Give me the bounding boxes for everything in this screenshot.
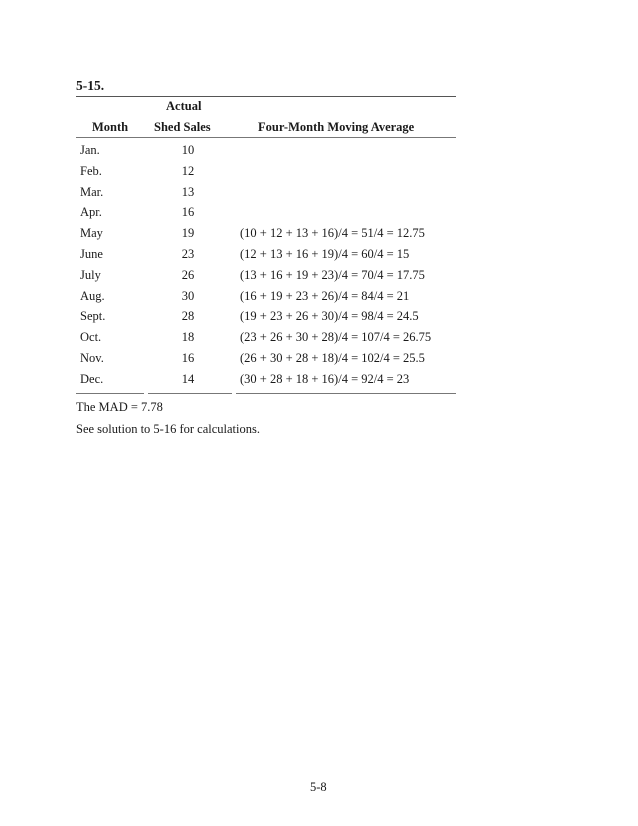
cell-sales: 12 (181, 163, 195, 178)
cell-sales: 19 (181, 226, 195, 241)
cell-average: (30 + 28 + 18 + 16)/4 = 92/4 = 23 (240, 371, 410, 386)
cell-sales: 13 (181, 184, 195, 199)
cell-sales: 23 (181, 246, 195, 261)
header-sales-line1: Actual (166, 99, 202, 113)
table-row (76, 327, 456, 348)
cell-sales: 30 (181, 288, 195, 303)
cell-month: Apr. (80, 205, 102, 220)
mad-note: The MAD = 7.78 (76, 400, 163, 414)
header-sales-line2: Shed Sales (154, 120, 211, 134)
table-header (76, 97, 456, 137)
table-row (76, 306, 456, 327)
table-row (76, 161, 456, 182)
table-row (76, 286, 456, 307)
table-row (76, 265, 456, 286)
table-row (76, 202, 456, 223)
cell-average: (19 + 23 + 26 + 30)/4 = 98/4 = 24.5 (240, 309, 419, 324)
cell-average: (16 + 19 + 23 + 26)/4 = 84/4 = 21 (240, 288, 410, 303)
table-row (76, 244, 456, 265)
table-row (76, 348, 456, 369)
cell-sales: 18 (181, 330, 195, 345)
cell-month: July (80, 267, 101, 282)
cell-month: Oct. (80, 330, 102, 345)
table-row (76, 369, 456, 390)
cell-month: Feb. (80, 163, 102, 178)
cell-sales: 16 (181, 205, 195, 220)
cell-average: (12 + 13 + 16 + 19)/4 = 60/4 = 15 (240, 246, 410, 261)
cell-average: (13 + 16 + 19 + 23)/4 = 70/4 = 17.75 (240, 267, 425, 282)
cell-sales: 26 (181, 267, 195, 282)
cell-sales: 14 (181, 371, 195, 386)
table-bottom-rule (76, 393, 456, 394)
page-number: 5-8 (310, 780, 327, 794)
table-row (76, 223, 456, 244)
header-month: Month (92, 120, 129, 134)
cell-month: Jan. (80, 143, 100, 157)
cell-month: June (80, 246, 103, 261)
cell-average: (10 + 12 + 13 + 16)/4 = 51/4 = 12.75 (240, 226, 425, 241)
table-row (76, 140, 456, 161)
moving-average-table (76, 96, 456, 394)
cell-month: Aug. (80, 288, 105, 303)
cell-average: (23 + 26 + 30 + 28)/4 = 107/4 = 26.75 (240, 330, 432, 345)
cell-month: Sept. (80, 309, 106, 324)
cell-sales: 28 (181, 309, 195, 324)
cell-sales: 10 (181, 143, 195, 157)
cell-sales: 16 (181, 350, 195, 365)
cell-month: Nov. (80, 350, 104, 365)
table-body (76, 138, 456, 390)
cell-month: Dec. (80, 371, 104, 386)
cell-month: May (80, 226, 103, 241)
problem-number: 5-15. (76, 78, 105, 93)
header-average: Four-Month Moving Average (258, 120, 415, 134)
cell-month: Mar. (80, 184, 104, 199)
see-solution-note: See solution to 5-16 for calculations. (76, 422, 260, 436)
cell-average: (26 + 30 + 28 + 18)/4 = 102/4 = 25.5 (240, 350, 425, 365)
table-row (76, 182, 456, 203)
